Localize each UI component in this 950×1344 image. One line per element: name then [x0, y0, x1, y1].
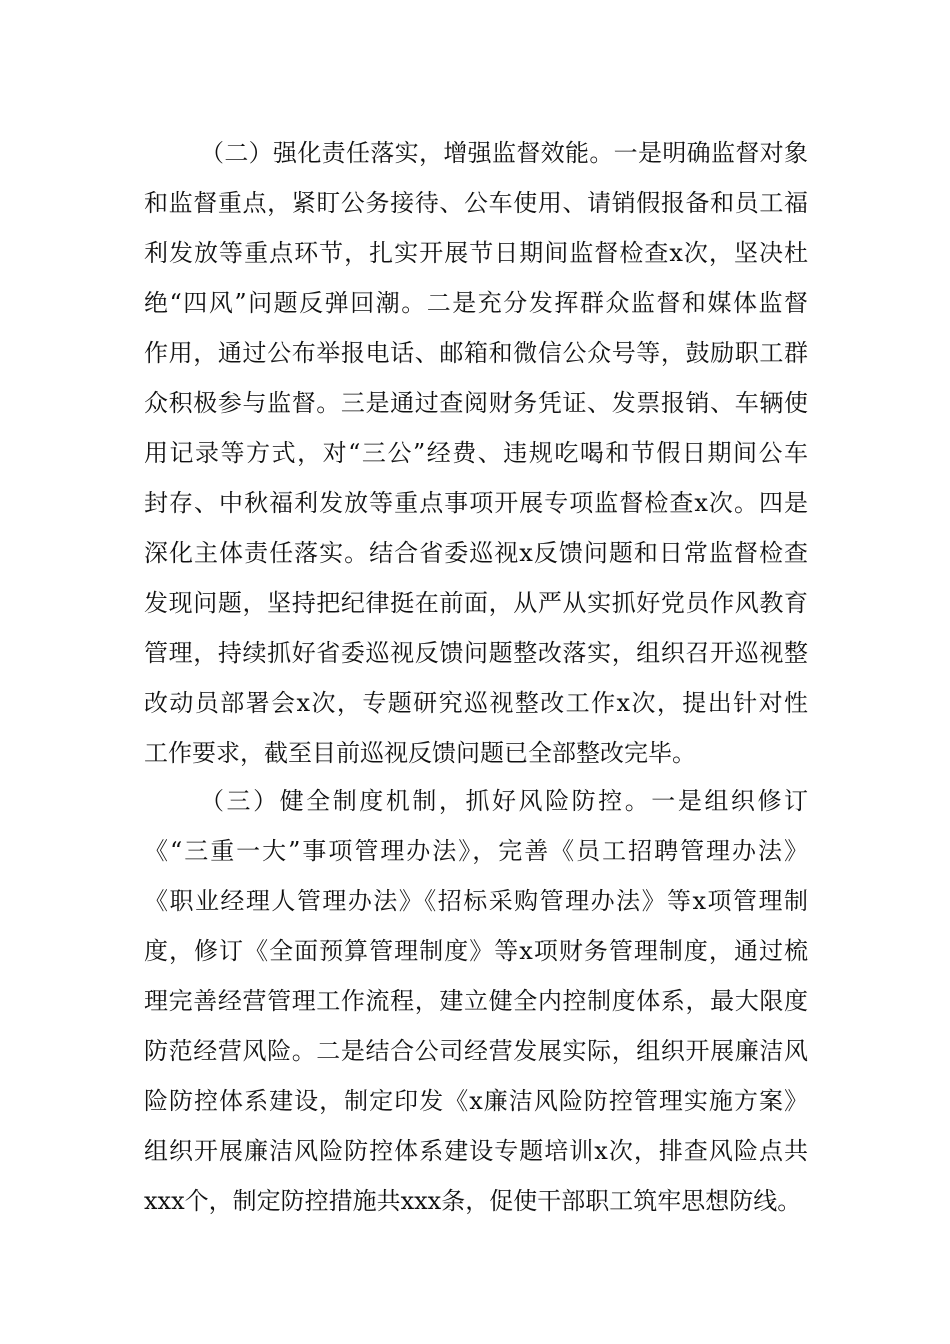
paragraph-2-line: 工作要求，截至目前巡视反馈问题已全部整改完毕。 — [144, 739, 696, 767]
paragraph-2-line: 众积极参与监督。三是通过查阅财务凭证、发票报销、车辆使 — [144, 389, 808, 417]
paragraph-2-line: 利发放等重点环节，扎实开展节日期间监督检查x次，坚决杜 — [144, 239, 808, 267]
paragraph-2-line: 管理，持续抓好省委巡视反馈问题整改落实，组织召开巡视整 — [144, 639, 808, 667]
paragraph-2-line: 封存、中秋福利发放等重点事项开展专项监督检查x次。四是 — [144, 489, 808, 517]
paragraph-3-line: 度，修订《全面预算管理制度》等x项财务管理制度，通过梳 — [144, 937, 808, 965]
paragraph-2-line: 用记录等方式，对“三公”经费、违规吃喝和节假日期间公车 — [144, 439, 808, 467]
paragraph-3-line: 《“三重一大”事项管理办法》，完善《员工招聘管理办法》 — [144, 837, 808, 865]
paragraph-3-line: （三）健全制度机制，抓好风险防控。一是组织修订 — [200, 787, 808, 815]
paragraph-3-line: 险防控体系建设，制定印发《x廉洁风险防控管理实施方案》 — [144, 1087, 808, 1115]
paragraph-2-line: 发现问题，坚持把纪律挺在前面，从严从实抓好党员作风教育 — [144, 589, 808, 617]
paragraph-3-line: 理完善经营管理工作流程，建立健全内控制度体系，最大限度 — [144, 987, 808, 1015]
paragraph-3-line: 防范经营风险。二是结合公司经营发展实际，组织开展廉洁风 — [144, 1037, 808, 1065]
paragraph-2-line: 绝“四风”问题反弹回潮。二是充分发挥群众监督和媒体监督 — [144, 289, 808, 317]
paragraph-3-line: 《职业经理人管理办法》《招标采购管理办法》等x项管理制 — [144, 887, 808, 915]
paragraph-2-line: 深化主体责任落实。结合省委巡视x反馈问题和日常监督检查 — [144, 539, 808, 567]
paragraph-3-line: xxx个，制定防控措施共xxx条，促使干部职工筑牢思想防线。 — [144, 1187, 802, 1215]
paragraph-2-line: 作用，通过公布举报电话、邮箱和微信公众号等，鼓励职工群 — [144, 339, 808, 367]
paragraph-2-line: （二）强化责任落实，增强监督效能。一是明确监督对象 — [200, 139, 808, 167]
paragraph-3-line: 组织开展廉洁风险防控体系建设专题培训x次，排查风险点共 — [144, 1137, 808, 1165]
paragraph-2-line: 和监督重点，紧盯公务接待、公车使用、请销假报备和员工福 — [144, 189, 808, 217]
paragraph-2-line: 改动员部署会x次，专题研究巡视整改工作x次，提出针对性 — [144, 689, 808, 717]
